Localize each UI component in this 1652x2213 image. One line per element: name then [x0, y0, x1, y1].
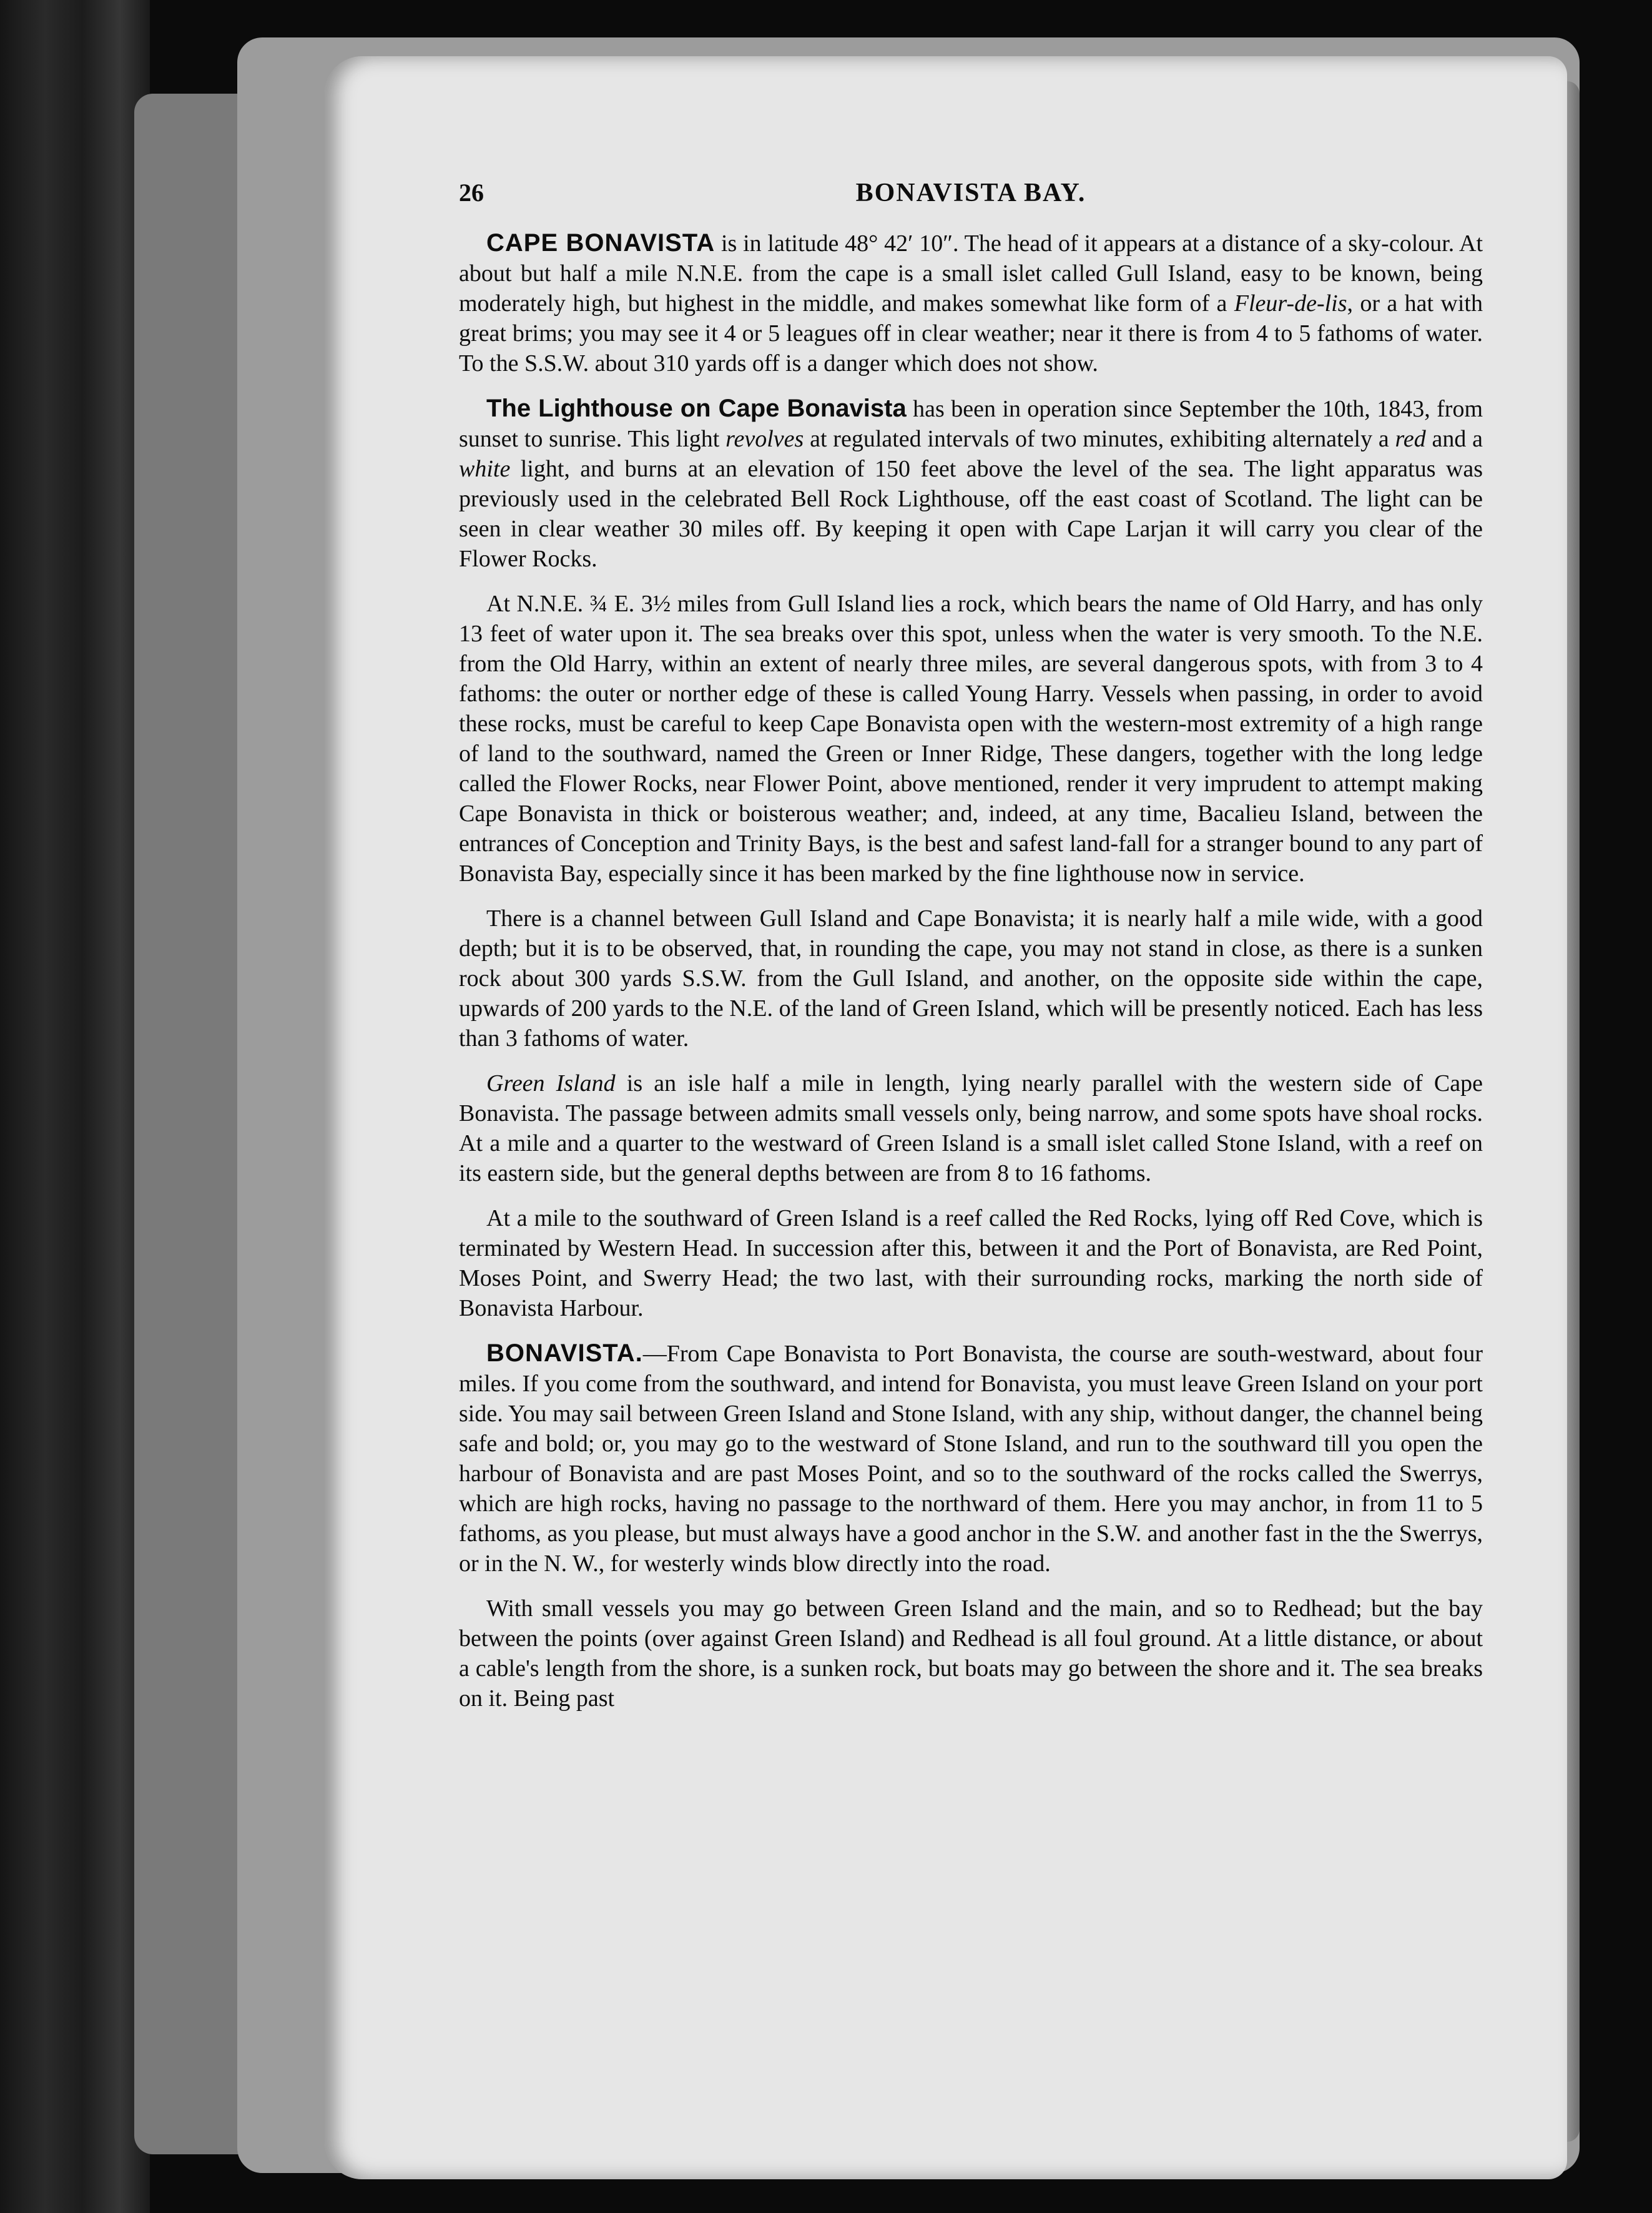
paragraph-lead: The Lighthouse on Cape Bonavista — [486, 395, 907, 422]
paragraph-italic: Green Island — [486, 1070, 616, 1097]
paragraph-lighthouse — [459, 393, 1483, 574]
paragraph-italic: white — [459, 456, 511, 482]
paragraph-text: has been in operation since September the 10th, 1843, from sunset to sunrise. This light — [459, 396, 1483, 452]
paragraph-text: and a — [1425, 426, 1483, 452]
paragraph-text: at regulated intervals of two minutes, exhibiting alternately a — [804, 426, 1395, 452]
paragraph-bonavista — [459, 1338, 1483, 1579]
page-header — [459, 178, 1483, 215]
paragraph-old-harry: At N.N.E. ¾ E. 3½ miles from Gull Island lies a rock, which bears the name of Old Harry, and has only 13 feet of water upon it. The sea breaks over this spot, unless when the water is very smooth. To the N.E. from the Old Harry, within an extent of nearly three miles, are several dangerous spots, with from 3 to 4 fathoms: the outer or norther edge of these is called Young Harry. Vessels when passing, in order to avoid these rocks, must be careful to keep Cape Bonavista open with the western-most extremity of a high range of land to the southward, named the Green or Inner Ridge, These dangers, together with the long ledge called the Flower Rocks, near Flower Point, above mentioned, render it very imprudent to attempt making Cape Bonavista in thick or boisterous weather; and, indeed, at any time, Bacalieu Island, between the entrances of Conception and Trinity Bays, is the best and safest land-fall for a stranger bound to any part of Bonavista Bay, especially since it has been marked by the fine lighthouse now in service. — [459, 591, 1483, 887]
paragraph-text: light, and burns at an elevation of 150 feet above the level of the sea. The light apparatus was previously used in the celebrated Bell Rock Lighthouse, off the east coast of Scotland. The light can be seen in clear weather 30 miles off. By keeping it open with Cape Larjan it will carry you clear of the Flower Rocks. — [459, 456, 1483, 572]
paragraph-text: is an isle half a mile in length, lying nearly parallel with the western side of Cape Bonavista. The passage between admits small vessels only, being narrow, and some spots have shoal rocks. At a mile and a quarter to the westward of Green Island is a small islet called Stone Island, with a reef on its eastern side, but the general depths between are from 8 to 16 fathoms. — [459, 1070, 1483, 1186]
paragraph-italic: red — [1395, 426, 1426, 452]
paragraph-text: , or a hat with great brims; you may see it 4 or 5 leagues off in clear weather; near it there is from 4 to 5 fathoms of water. To the S.S.W. about 310 yards off is a danger which does not show. — [459, 290, 1483, 377]
page-body — [459, 178, 1483, 1728]
paragraph-text: —From Cape Bonavista to Port Bonavista, the course are south-westward, about four miles. If you come from the southward, and intend for Bonavista, you must leave Green Island on your port side. You may sail between Green Island and Stone Island, with any ship, without danger, the channel being safe and bold; or, you may go to the westward of Stone Island, and run to the southward till you open the harbour of Bonavista and are past Moses Point, and so to the southward of the rocks called the Swerrys, which are high rocks, having no passage to the northward of them. Here you may anchor, in from 11 to 5 fathoms, as you please, but must always have a good anchor in the S.W. and another fast in the the Swerrys, or in the N. W., for westerly winds blow directly into the road. — [459, 1341, 1483, 1577]
page-number: 26 — [459, 179, 484, 207]
paragraph-italic: revolves — [725, 426, 804, 452]
paragraph-lead: BONAVISTA. — [486, 1339, 643, 1367]
book-spine — [0, 0, 150, 2213]
running-title: BONAVISTA BAY. — [855, 179, 1086, 207]
paragraph-small-vessels: With small vessels you may go between Green Island and the main, and so to Redhead; but the bay between the points (over against Green Island) and Redhead is all foul ground. At a little distance, or about a cable's length from the shore, is a sunken rock, but boats may go between the shore and it. The sea breaks on it. Being past — [459, 1595, 1483, 1712]
paragraph-red-rocks: At a mile to the southward of Green Island is a reef called the Red Rocks, lying off Red Cove, which is terminated by Western Head. In succession after this, between it and the Port of Bonavista, are Red Point, Moses Point, and Swerry Head; the two last, with their surrounding rocks, marking the north side of Bonavista Harbour. — [459, 1205, 1483, 1321]
paragraph-italic: Fleur-de-lis — [1234, 290, 1347, 317]
paragraph-channel: There is a channel between Gull Island and Cape Bonavista; it is nearly half a mile wide, with a good depth; but it is to be observed, that, in rounding the cape, you may not stand in close, as there is a sunken rock about 300 yards S.S.W. from the Gull Island, and another, on the opposite side within the cape, upwards of 200 yards to the N.E. of the land of Green Island, which will be presently noticed. Each has less than 3 fathoms of water. — [459, 905, 1483, 1052]
paragraph-lead: CAPE BONAVISTA — [486, 229, 715, 257]
paragraph-cape-bonavista — [459, 228, 1483, 378]
paragraph-text: is in latitude 48° 42′ 10″. The head of it appears at a distance of a sky-colour. At about but half a mile N.N.E. from the cape is a small islet called Gull Island, easy to be known, being moderately high, but highest in the middle, and makes somewhat like form of a — [459, 230, 1483, 317]
paragraph-green-island — [459, 1068, 1483, 1188]
